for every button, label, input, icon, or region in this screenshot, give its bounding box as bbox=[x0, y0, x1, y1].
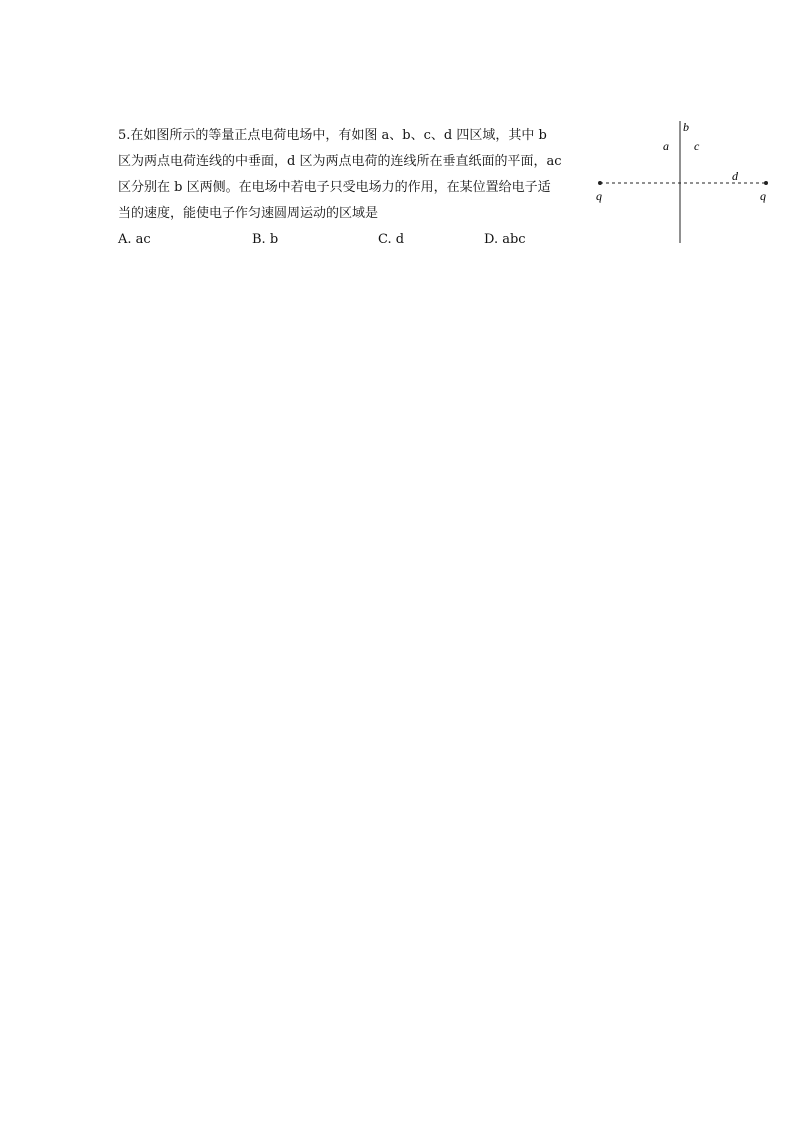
q5-label-a: a bbox=[663, 139, 669, 153]
q5-label-q-right: q bbox=[760, 189, 766, 203]
q5-figure bbox=[590, 118, 780, 248]
q5-label-d: d bbox=[732, 169, 738, 183]
q5-line: 5.在如图所示的等量正点电荷电场中，有如图 a、b、c、d 四区域，其中 b bbox=[118, 128, 547, 143]
q5-option-b: B. b bbox=[252, 232, 279, 247]
q5-line: 区为两点电荷连线的中垂面，d 区为两点电荷的连线所在垂直纸面的平面，ac bbox=[118, 154, 562, 169]
q5-line: 当的速度，能使电子作匀速圆周运动的区域是 bbox=[118, 206, 379, 221]
q5-label-b: b bbox=[683, 120, 689, 134]
q5-option-a: A. ac bbox=[118, 232, 151, 247]
q5-option-d: D. abc bbox=[484, 232, 526, 247]
q5-option-c: C. d bbox=[378, 232, 405, 247]
q5-line: 区分别在 b 区两侧。在电场中若电子只受电场力的作用，在某位置给电子适 bbox=[118, 180, 551, 195]
q5-label-c: c bbox=[694, 139, 700, 153]
q5-label-q-left: q bbox=[596, 189, 602, 203]
